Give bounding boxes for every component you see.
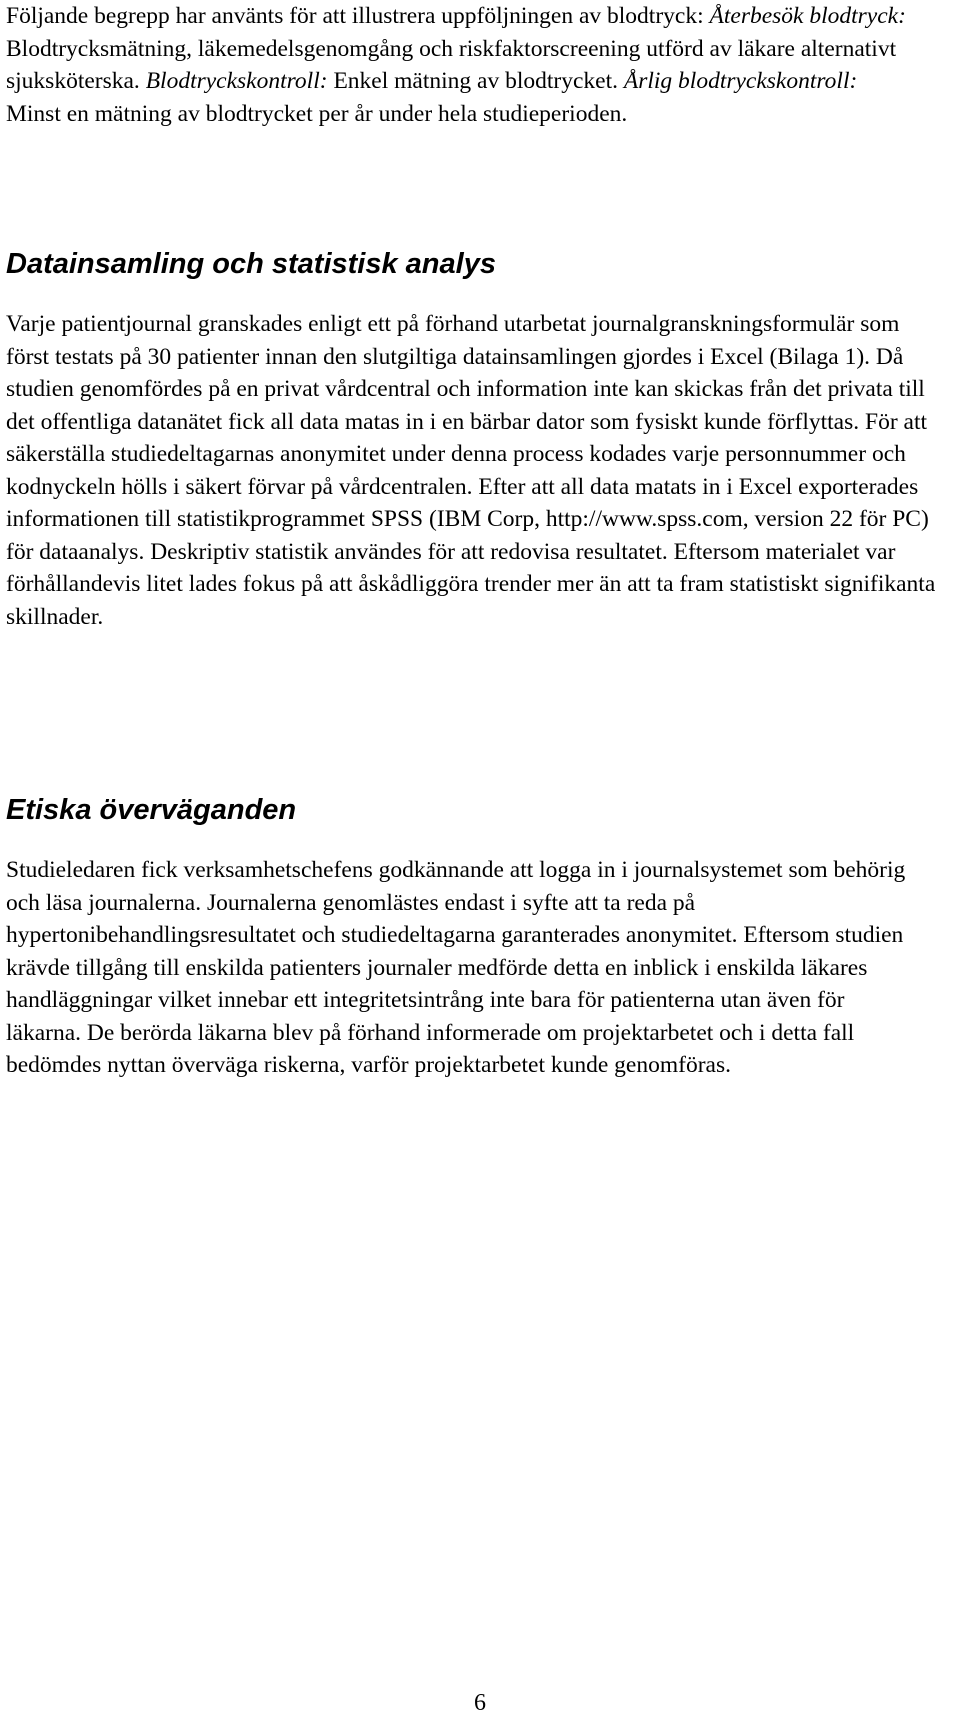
definition-arlig-blodtryckskontroll: Minst en mätning av blodtrycket per år under hela studieperioden. — [6, 100, 628, 127]
paragraph-datainsamling: Varje patientjournal granskades enligt ett på förhand utarbetat journalgranskningsformulär som först testats på 30 patienter innan den slutgiltiga datainsamlingen gjordes i Excel (Bilaga 1). Då studien genomfördes på en privat vårdcentral och information inte kan skickas från det privata till det offentliga datanätet fick all data matas in i en bärbar dator som fysiskt kunde förflyttas. För att säkerställa studiedeltagarnas anonymitet under denna process kodades varje personnummer och kodnyckeln hölls i säkert förvar på vårdcentralen. Efter att all data matats in i Excel exporterades informationen till statistikprogrammet SPSS (IBM Corp, http://www.spss.com, version 22 för PC) för dataanalys. Deskriptiv statistik användes för att redovisa resultatet. Eftersom materialet var förhållandevis litet lades fokus på att åskådliggöra trender mer än att ta fram statistiskt signifikanta skillnader. — [6, 311, 936, 630]
term-blodtryckskontroll: Blodtryckskontroll: — [145, 68, 328, 94]
heading-etiska-overvaganden: Etiska överväganden — [6, 794, 297, 826]
definition-aterbesok: Blodtrycksmätning, läkemedelsgenomgång och riskfaktorscreening utförd av läkare alternativt sjuksköterska. — [6, 35, 897, 94]
term-arlig-blodtryckskontroll: Årlig blodtryckskontroll: — [623, 68, 858, 94]
page-number: 6 — [474, 1690, 486, 1716]
document-page — [6, 0, 954, 1726]
intro-paragraph — [6, 0, 916, 130]
heading-datainsamling: Datainsamling och statistisk analys — [6, 248, 496, 280]
term-aterbesok: Återbesök blodtryck: — [709, 3, 906, 29]
intro-lead: Följande begrepp har använts för att illustrera uppföljningen av blodtryck: — [6, 3, 704, 29]
paragraph-etiska-overvaganden: Studieledaren fick verksamhetschefens godkännande att logga in i journalsystemet som behörig och läsa journalerna. Journalerna genomlästes endast i syfte att ta reda på hypertonibehandlingsresultatet och studiedeltagarna garanterades anonymitet. Eftersom studien krävde tillgång till enskilda patienters journaler medförde detta en inblick i enskilda läkares handläggningar vilket innebar ett integritetsintrång inte bara för patienterna utan även för läkarna. De berörda läkarna blev på förhand informerade om projektarbetet och i detta fall bedömdes nyttan överväga riskerna, varför projektarbetet kunde genomföras. — [6, 857, 906, 1078]
definition-blodtryckskontroll: Enkel mätning av blodtrycket. — [327, 68, 624, 94]
